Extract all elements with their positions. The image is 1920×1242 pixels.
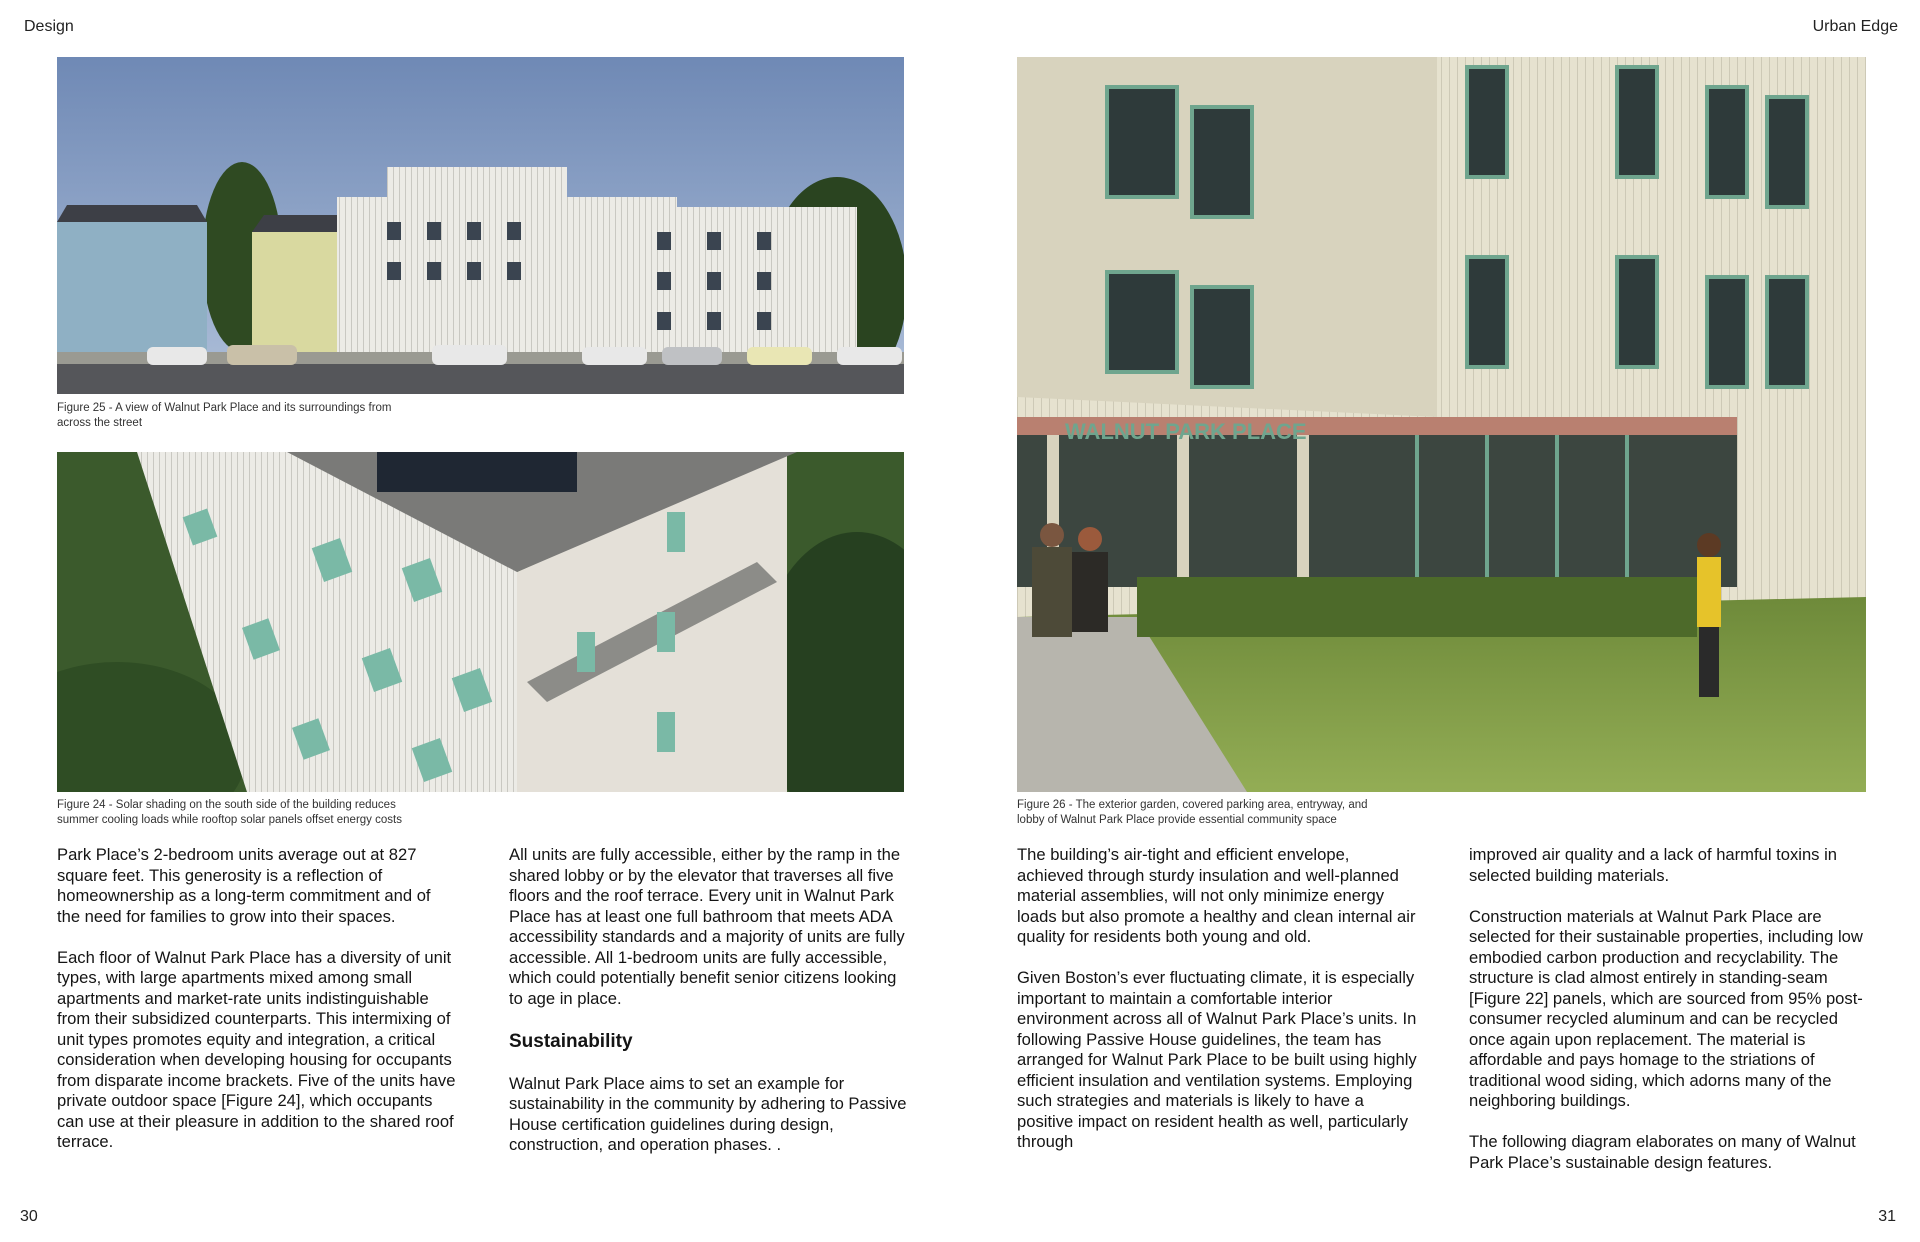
- figure-26-caption: [1017, 798, 1537, 828]
- text-column-4: [1469, 845, 1869, 1194]
- figure-24-aerial-view: [57, 452, 904, 792]
- paragraph: Each floor of Walnut Park Place has a diversity of unit types, with large apartments mixed among small apartments and market-rate units indistinguishable from their subsidized counterparts. This intermixing of unit types promotes equity and integration, a critical consideration when developing housing for occupants from disparate income brackets. Five of the units have private outdoor space [Figure 24], which occupants can use at their pleasure in addition to the shared roof terrace.: [57, 947, 456, 1151]
- running-head-left: Design: [24, 18, 74, 35]
- figure-24-caption-line-2: summer cooling loads while rooftop solar panels offset energy costs: [57, 814, 402, 826]
- text-column-2: [509, 845, 909, 1176]
- page-number-left: 30: [20, 1208, 38, 1225]
- figure-25-street-view: [57, 57, 904, 394]
- figure-25-caption-line-1: Figure 25 - A view of Walnut Park Place and its surroundings from: [57, 402, 392, 414]
- text-column-3: [1017, 845, 1417, 1173]
- figure-24-caption: [57, 798, 577, 828]
- figure-25-caption: [57, 401, 577, 431]
- paragraph: Given Boston’s ever fluctuating climate, it is especially important to maintain a comfortable interior environment across all of Walnut Park Place’s units. In following Passive House guidelines, the team has arranged for Walnut Park Place to be built using highly efficient insulation and ventilation systems. Employing such strategies and materials is likely to have a positive impact on resident health as well, particularly through: [1017, 968, 1417, 1151]
- figure-26-caption-line-1: Figure 26 - The exterior garden, covered parking area, entryway, and: [1017, 799, 1368, 811]
- figure-24-caption-line-1: Figure 24 - Solar shading on the south side of the building reduces: [57, 799, 396, 811]
- paragraph: The following diagram elaborates on many of Walnut Park Place’s sustainable design features.: [1469, 1132, 1856, 1172]
- figure-26-caption-line-2: lobby of Walnut Park Place provide essential community space: [1017, 814, 1337, 826]
- figure-26-entry-garden: [1017, 57, 1866, 792]
- walnut-park-place-sign: WALNUT PARK PLACE: [1065, 419, 1307, 444]
- paragraph: improved air quality and a lack of harmful toxins in selected building materials.: [1469, 845, 1838, 885]
- paragraph: Walnut Park Place aims to set an example for sustainability in the community by adhering to Passive House certification guidelines during design, construction, and operation phases. .: [509, 1073, 907, 1154]
- paragraph: Construction materials at Walnut Park Place are selected for their sustainable properties, including low embodied carbon production and recyclability. The structure is clad almost entirely in standing-seam [Figure 22] panels, which are sourced from 95% post-consumer recycled aluminum and can be recycled once again upon replacement. The material is affordable and pays homage to the striations of traditional wood siding, which adorns many of the neighboring buildings.: [1469, 906, 1863, 1110]
- paragraph: Park Place’s 2-bedroom units average out at 827 square feet. This generosity is a reflection of homeownership as a long-term commitment and of the need for families to grow into their spaces.: [57, 845, 431, 926]
- running-head-right: Urban Edge: [1812, 18, 1898, 35]
- page-number-right: 31: [1878, 1208, 1896, 1225]
- figure-25-caption-line-2: across the street: [57, 417, 143, 429]
- paragraph: All units are fully accessible, either by the ramp in the shared lobby or by the elevator that traverses all five floors and the roof terrace. Every unit in Walnut Park Place has at least one full bathroom that meets ADA accessibility standards and a majority of units are fully accessible. All 1-bedroom units are fully accessible, which could potentially benefit senior citizens looking to age in place.: [509, 845, 905, 1008]
- text-column-1: [57, 845, 457, 1173]
- paragraph: The building’s air-tight and efficient envelope, achieved through sturdy insulation and well-planned material assemblies, will not only minimize energy loads but also promote a healthy and clean internal air quality for residents both young and old.: [1017, 845, 1416, 946]
- section-heading-sustainability: Sustainability: [509, 1030, 633, 1052]
